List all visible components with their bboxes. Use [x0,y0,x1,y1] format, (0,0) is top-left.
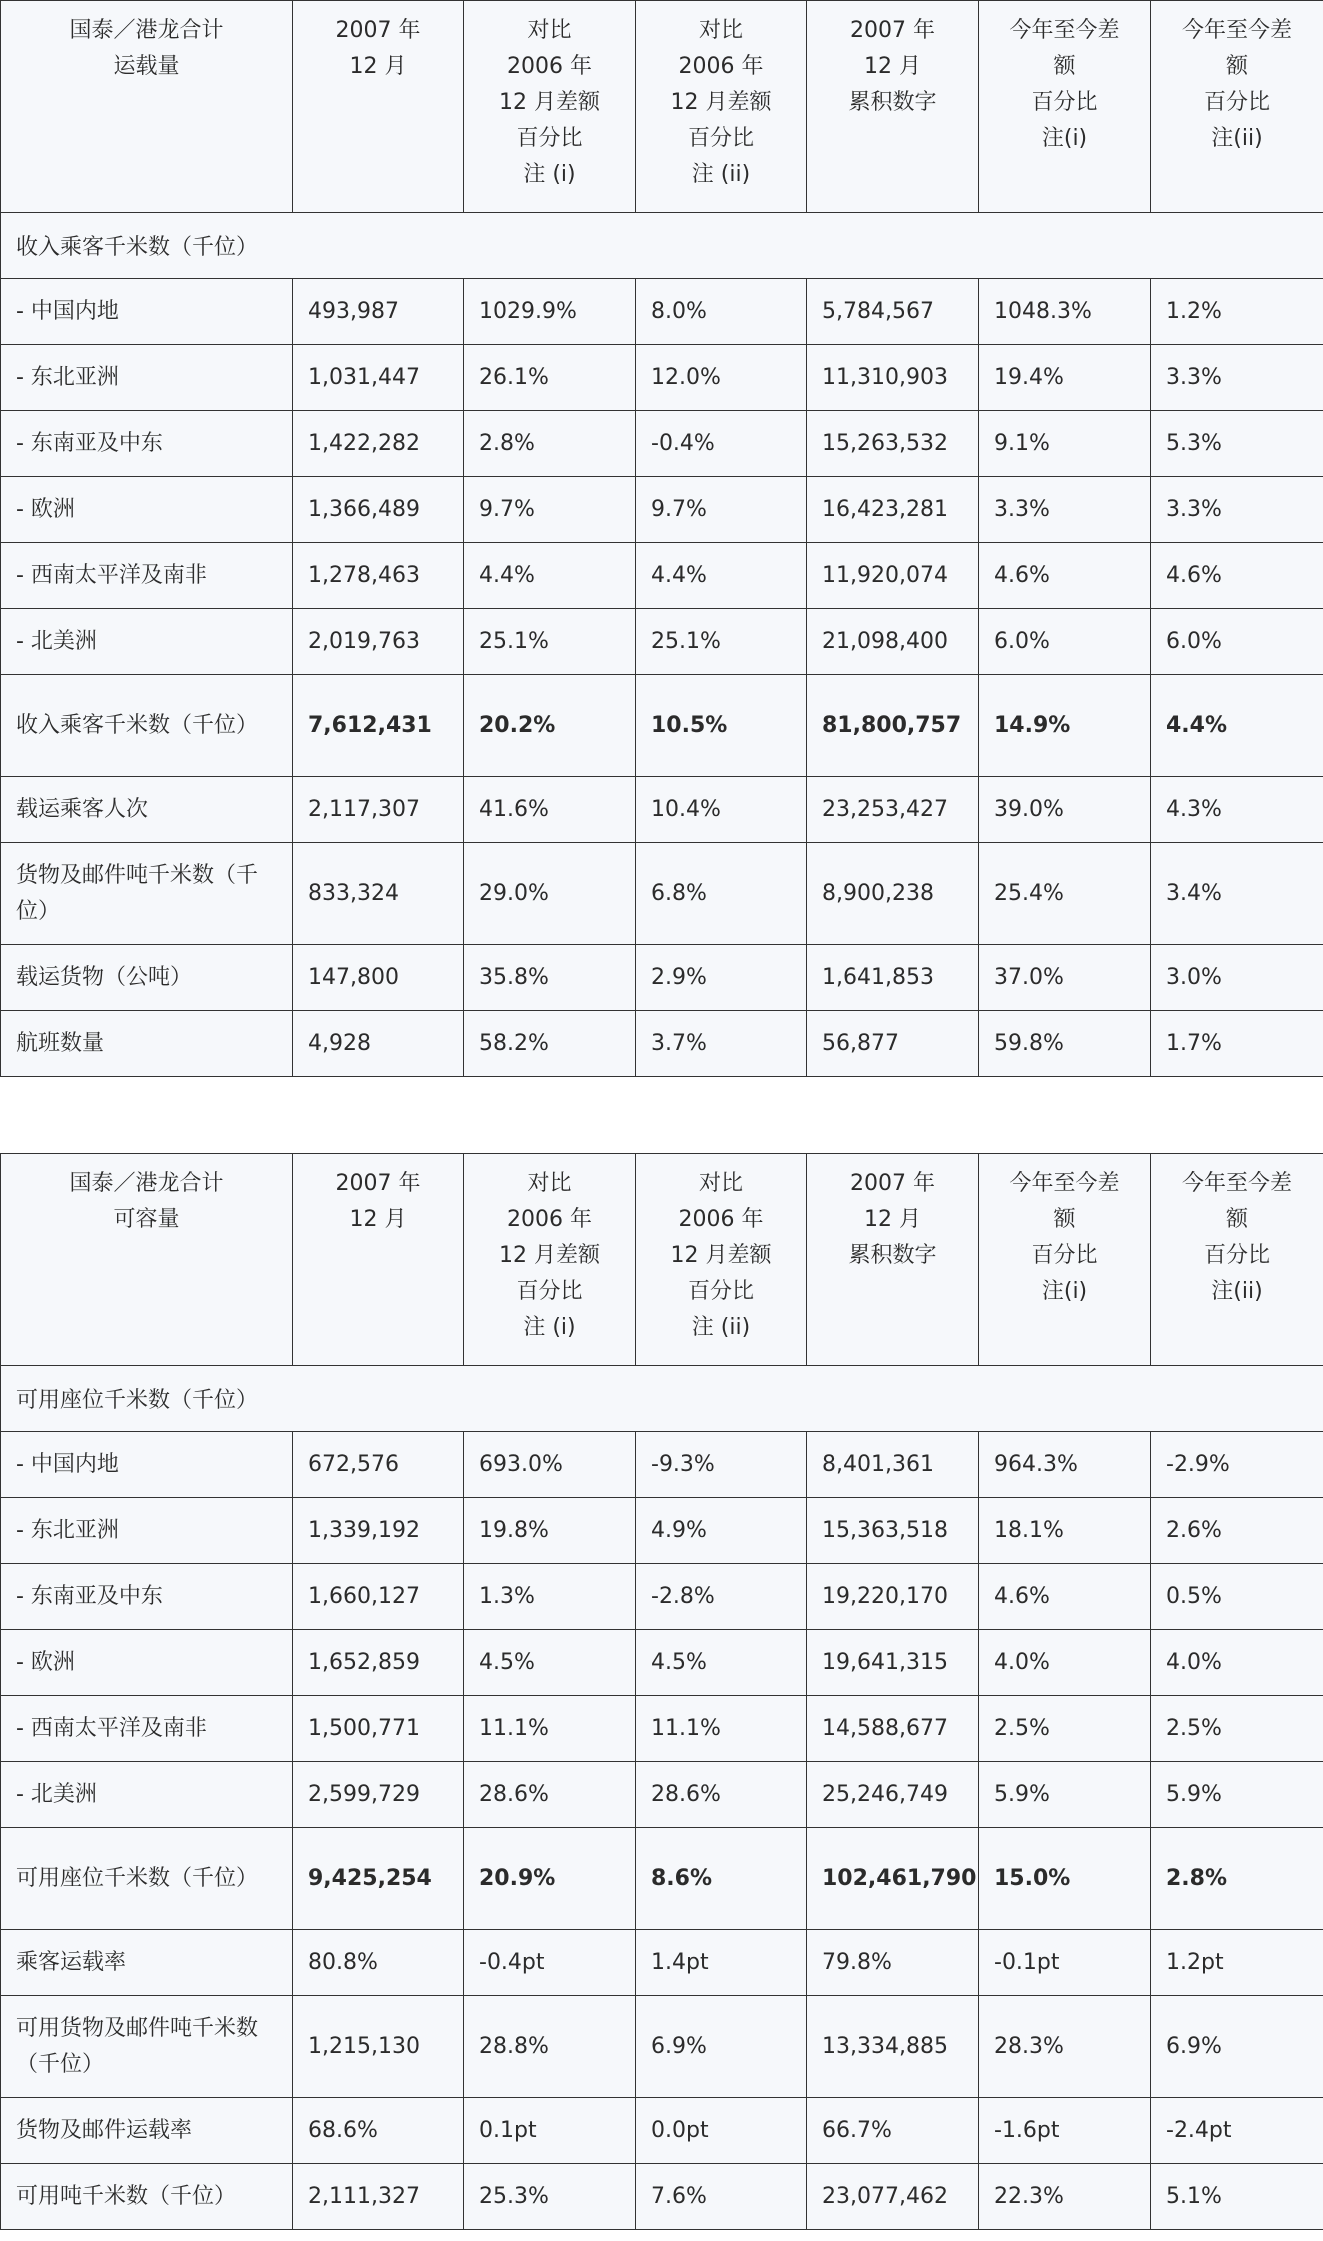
row-label: 可用货物及邮件吨千米数（千位） [1,1996,293,2098]
row-label: - 东北亚洲 [1,345,293,411]
data-cell: 9.1% [979,411,1151,477]
data-cell: 7,612,431 [293,675,464,777]
data-cell: 1,652,859 [293,1630,464,1696]
data-cell: 9.7% [464,477,636,543]
data-cell: 1,422,282 [293,411,464,477]
data-cell: 39.0% [979,777,1151,843]
data-cell: -0.4pt [464,1930,636,1996]
data-cell: 9,425,254 [293,1828,464,1930]
data-cell: 6.9% [636,1996,807,2098]
data-cell: 4.9% [636,1498,807,1564]
data-cell: 4.6% [979,543,1151,609]
data-cell: 1,339,192 [293,1498,464,1564]
header-cell: 2007 年 12 月 [293,1154,464,1366]
data-cell: 1048.3% [979,279,1151,345]
header-cell: 2007 年 12 月 累积数字 [807,1154,979,1366]
data-cell: -2.8% [636,1564,807,1630]
data-cell: 25.1% [464,609,636,675]
data-cell: 11.1% [464,1696,636,1762]
data-cell: 12.0% [636,345,807,411]
data-cell: 26.1% [464,345,636,411]
data-cell: 1.2pt [1151,1930,1323,1996]
data-cell: 4.4% [464,543,636,609]
row-label: 乘客运载率 [1,1930,293,1996]
table-row [1,777,1323,843]
data-cell: 2.5% [979,1696,1151,1762]
table-row [1,945,1323,1011]
data-cell: 10.5% [636,675,807,777]
data-cell: 20.9% [464,1828,636,1930]
header-cell: 今年至今差 额 百分比 注(ii) [1151,1,1323,213]
table-row [1,543,1323,609]
data-cell: 25,246,749 [807,1762,979,1828]
data-cell: 3.3% [979,477,1151,543]
data-cell: 693.0% [464,1432,636,1498]
table-row [1,411,1323,477]
table-row [1,477,1323,543]
table-row [1,1432,1323,1498]
header-cell: 对比 2006 年 12 月差额 百分比 注 (ii) [636,1154,807,1366]
data-cell: 5.9% [1151,1762,1323,1828]
section-row [1,213,1323,279]
data-cell: 1.3% [464,1564,636,1630]
data-cell: 833,324 [293,843,464,945]
data-cell: 41.6% [464,777,636,843]
table-row [1,1564,1323,1630]
data-cell: 6.0% [979,609,1151,675]
data-cell: 493,987 [293,279,464,345]
data-cell: 21,098,400 [807,609,979,675]
data-cell: 2,599,729 [293,1762,464,1828]
data-cell: 3.3% [1151,477,1323,543]
data-cell: 79.8% [807,1930,979,1996]
table-row [1,675,1323,777]
row-label: - 西南太平洋及南非 [1,1696,293,1762]
data-cell: 1,641,853 [807,945,979,1011]
data-cell: 8,900,238 [807,843,979,945]
data-cell: 18.1% [979,1498,1151,1564]
data-cell: 4.6% [1151,543,1323,609]
header-cell: 对比 2006 年 12 月差额 百分比 注 (ii) [636,1,807,213]
data-cell: 16,423,281 [807,477,979,543]
header-row [1,1154,1323,1366]
data-cell: -1.6pt [979,2098,1151,2164]
data-cell: 2.5% [1151,1696,1323,1762]
data-cell: 1029.9% [464,279,636,345]
data-cell: 8.0% [636,279,807,345]
table-row [1,1996,1323,2098]
section-title: 可用座位千米数（千位） [1,1366,1323,1432]
data-cell: 4.4% [1151,675,1323,777]
data-cell: 5.1% [1151,2164,1323,2230]
data-cell: 59.8% [979,1011,1151,1077]
data-cell: 28.6% [636,1762,807,1828]
data-cell: 35.8% [464,945,636,1011]
header-cell: 2007 年 12 月 累积数字 [807,1,979,213]
table-row [1,1828,1323,1930]
data-cell: 4.0% [1151,1630,1323,1696]
row-label: - 欧洲 [1,1630,293,1696]
data-cell: 19,220,170 [807,1564,979,1630]
data-cell: 2.8% [464,411,636,477]
data-cell: 19.4% [979,345,1151,411]
data-cell: 1.2% [1151,279,1323,345]
data-cell: 66.7% [807,2098,979,2164]
table-row [1,1696,1323,1762]
row-label: 载运乘客人次 [1,777,293,843]
data-cell: 4.3% [1151,777,1323,843]
data-cell: 15,363,518 [807,1498,979,1564]
data-cell: 28.6% [464,1762,636,1828]
data-cell: 4.4% [636,543,807,609]
data-cell: 3.3% [1151,345,1323,411]
data-cell: 19.8% [464,1498,636,1564]
data-cell: 29.0% [464,843,636,945]
data-cell: 0.5% [1151,1564,1323,1630]
data-cell: 25.1% [636,609,807,675]
data-cell: 0.1pt [464,2098,636,2164]
data-cell: 10.4% [636,777,807,843]
row-label: 收入乘客千米数（千位） [1,675,293,777]
data-cell: 80.8% [293,1930,464,1996]
row-label: 可用座位千米数（千位） [1,1828,293,1930]
data-cell: 4,928 [293,1011,464,1077]
row-label: 航班数量 [1,1011,293,1077]
table-row [1,1011,1323,1077]
data-cell: 6.8% [636,843,807,945]
data-cell: 9.7% [636,477,807,543]
data-cell: 6.9% [1151,1996,1323,2098]
data-cell: 1.7% [1151,1011,1323,1077]
data-cell: -0.4% [636,411,807,477]
row-label: 载运货物（公吨） [1,945,293,1011]
header-row [1,1,1323,213]
traffic-table [0,0,1323,1077]
table-row [1,279,1323,345]
data-cell: 1,031,447 [293,345,464,411]
data-cell: 8.6% [636,1828,807,1930]
data-cell: -0.1pt [979,1930,1151,1996]
header-cell: 今年至今差 额 百分比 注(i) [979,1154,1151,1366]
data-cell: 68.6% [293,2098,464,2164]
data-cell: 13,334,885 [807,1996,979,2098]
row-label: 货物及邮件吨千米数（千位） [1,843,293,945]
header-cell: 对比 2006 年 12 月差额 百分比 注 (i) [464,1154,636,1366]
data-cell: 28.8% [464,1996,636,2098]
data-cell: 25.4% [979,843,1151,945]
data-cell: 1,215,130 [293,1996,464,2098]
data-cell: 11.1% [636,1696,807,1762]
row-label: - 中国内地 [1,279,293,345]
data-cell: 0.0pt [636,2098,807,2164]
row-label: - 东北亚洲 [1,1498,293,1564]
data-cell: 3.7% [636,1011,807,1077]
data-cell: -2.4pt [1151,2098,1323,2164]
row-label: - 欧洲 [1,477,293,543]
data-cell: 2,019,763 [293,609,464,675]
data-cell: 11,920,074 [807,543,979,609]
table-row [1,1762,1323,1828]
data-cell: 672,576 [293,1432,464,1498]
table-row [1,1630,1323,1696]
data-cell: 1.4pt [636,1930,807,1996]
section-row [1,1366,1323,1432]
row-label: - 东南亚及中东 [1,411,293,477]
header-cell: 国泰／港龙合计 可容量 [1,1154,293,1366]
data-cell: 8,401,361 [807,1432,979,1498]
header-cell: 国泰／港龙合计 运载量 [1,1,293,213]
row-label: - 中国内地 [1,1432,293,1498]
data-cell: 1,500,771 [293,1696,464,1762]
data-cell: 2,111,327 [293,2164,464,2230]
header-cell: 今年至今差 额 百分比 注(ii) [1151,1154,1323,1366]
data-cell: 23,253,427 [807,777,979,843]
header-cell: 今年至今差 额 百分比 注(i) [979,1,1151,213]
data-cell: 23,077,462 [807,2164,979,2230]
row-label: 可用吨千米数（千位） [1,2164,293,2230]
row-label: - 东南亚及中东 [1,1564,293,1630]
table-row [1,843,1323,945]
row-label: - 西南太平洋及南非 [1,543,293,609]
data-cell: 2.6% [1151,1498,1323,1564]
data-cell: 2.8% [1151,1828,1323,1930]
data-cell: 1,278,463 [293,543,464,609]
data-cell: 3.4% [1151,843,1323,945]
header-cell: 2007 年 12 月 [293,1,464,213]
data-cell: 22.3% [979,2164,1151,2230]
data-cell: -2.9% [1151,1432,1323,1498]
table-row [1,1498,1323,1564]
data-cell: -9.3% [636,1432,807,1498]
data-cell: 11,310,903 [807,345,979,411]
data-cell: 5.9% [979,1762,1151,1828]
data-cell: 2.9% [636,945,807,1011]
table-row [1,2164,1323,2230]
data-cell: 81,800,757 [807,675,979,777]
table-row [1,609,1323,675]
data-cell: 28.3% [979,1996,1151,2098]
table-row [1,2098,1323,2164]
row-label: 货物及邮件运载率 [1,2098,293,2164]
row-label: - 北美洲 [1,609,293,675]
data-cell: 4.5% [464,1630,636,1696]
table-row [1,345,1323,411]
data-cell: 37.0% [979,945,1151,1011]
data-cell: 7.6% [636,2164,807,2230]
section-title: 收入乘客千米数（千位） [1,213,1323,279]
data-cell: 5,784,567 [807,279,979,345]
data-cell: 20.2% [464,675,636,777]
data-cell: 6.0% [1151,609,1323,675]
data-cell: 14.9% [979,675,1151,777]
data-cell: 1,660,127 [293,1564,464,1630]
row-label: - 北美洲 [1,1762,293,1828]
data-cell: 4.0% [979,1630,1151,1696]
data-cell: 4.5% [636,1630,807,1696]
data-cell: 1,366,489 [293,477,464,543]
data-cell: 15,263,532 [807,411,979,477]
data-cell: 3.0% [1151,945,1323,1011]
data-cell: 14,588,677 [807,1696,979,1762]
data-cell: 25.3% [464,2164,636,2230]
data-cell: 2,117,307 [293,777,464,843]
data-cell: 56,877 [807,1011,979,1077]
capacity-table [0,1153,1323,2230]
data-cell: 58.2% [464,1011,636,1077]
data-cell: 5.3% [1151,411,1323,477]
data-cell: 15.0% [979,1828,1151,1930]
table-row [1,1930,1323,1996]
data-cell: 147,800 [293,945,464,1011]
data-cell: 19,641,315 [807,1630,979,1696]
header-cell: 对比 2006 年 12 月差额 百分比 注 (i) [464,1,636,213]
data-cell: 102,461,790 [807,1828,979,1930]
data-cell: 4.6% [979,1564,1151,1630]
data-cell: 964.3% [979,1432,1151,1498]
